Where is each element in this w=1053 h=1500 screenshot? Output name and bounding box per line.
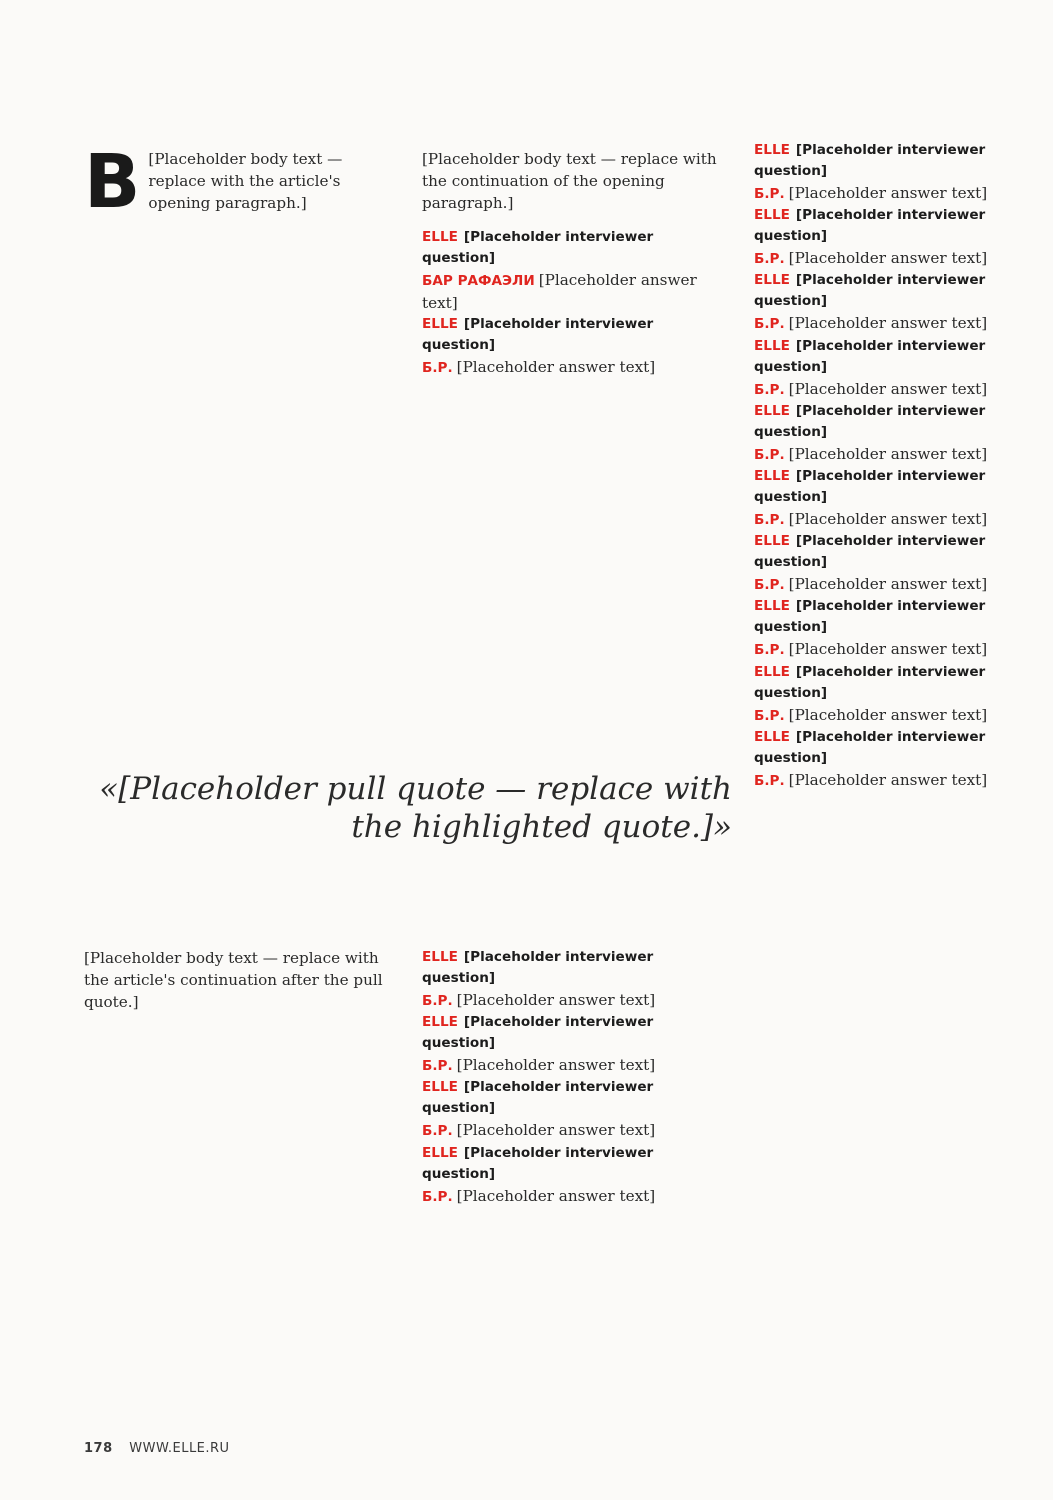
- question-text: [Placeholder interviewer question]: [754, 598, 986, 636]
- question-text: [Placeholder interviewer question]: [422, 1144, 654, 1182]
- answer-text: [Placeholder answer text]: [456, 1121, 656, 1140]
- interview-question: [754, 727, 1053, 769]
- elle-marker: ELLE: [754, 337, 790, 354]
- answer-text: [Placeholder answer text]: [788, 444, 988, 463]
- answer-text: [Placeholder answer text]: [788, 640, 988, 659]
- speaker-label: Б.Р.: [754, 707, 785, 724]
- speaker-label: БАР РАФАЭЛИ: [422, 272, 535, 289]
- elle-marker: ELLE: [422, 316, 458, 333]
- interview-answer: [422, 1119, 722, 1142]
- intro-column-1: [84, 148, 384, 760]
- lower-column-2: [422, 947, 722, 1427]
- drop-cap: В: [84, 148, 141, 225]
- speaker-label: Б.Р.: [754, 186, 785, 202]
- answer-text: [Placeholder answer text]: [788, 314, 988, 333]
- speaker-label: Б.Р.: [754, 316, 785, 333]
- interview-answer: [422, 356, 718, 379]
- interview-question: [754, 596, 1053, 638]
- interview-question: [754, 401, 1053, 443]
- answer-text: [Placeholder answer text]: [456, 358, 656, 377]
- interview-question: [422, 1143, 722, 1185]
- question-text: [Placeholder interviewer question]: [754, 533, 986, 571]
- elle-marker: ELLE: [754, 402, 790, 419]
- qa-list-col2-top: [422, 227, 718, 380]
- question-text: [Placeholder interviewer question]: [754, 402, 986, 440]
- speaker-label: Б.Р.: [754, 772, 785, 789]
- interview-answer: [754, 247, 1053, 270]
- interview-question: [754, 662, 1053, 704]
- interview-answer: [754, 182, 1053, 205]
- right-column: [754, 140, 1053, 1440]
- interview-question: [754, 336, 1053, 378]
- answer-text: [Placeholder answer text]: [456, 1056, 656, 1075]
- speaker-label: Б.Р.: [754, 251, 785, 268]
- elle-marker: ELLE: [754, 663, 790, 680]
- question-text: [Placeholder interviewer question]: [754, 272, 986, 310]
- question-text: [Placeholder interviewer question]: [422, 1079, 654, 1117]
- answer-text: [Placeholder answer text]: [788, 575, 988, 594]
- answer-text: [Placeholder answer text]: [788, 184, 988, 202]
- page-number: 178: [84, 1441, 113, 1456]
- interview-answer: [754, 508, 1053, 531]
- interview-question: [754, 205, 1053, 247]
- interview-answer: [754, 704, 1053, 727]
- elle-marker: ELLE: [422, 1079, 458, 1096]
- interview-question: [422, 1077, 722, 1119]
- elle-marker: ELLE: [422, 1144, 458, 1161]
- question-text: [Placeholder interviewer question]: [422, 316, 654, 354]
- interview-question: [422, 1012, 722, 1054]
- elle-marker: ELLE: [754, 533, 790, 550]
- answer-text: [Placeholder answer text]: [788, 770, 988, 789]
- speaker-label: Б.Р.: [422, 1058, 453, 1075]
- interview-answer: [422, 1185, 722, 1208]
- interview-question: [422, 227, 718, 269]
- question-text: [Placeholder interviewer question]: [754, 663, 986, 701]
- elle-marker: ELLE: [422, 1014, 458, 1031]
- interview-answer: [754, 378, 1053, 401]
- interview-answer: [422, 269, 718, 314]
- question-text: [Placeholder interviewer question]: [754, 468, 986, 506]
- intro-lead-paragraph: [Placeholder body text — replace with the article's opening paragraph.]: [148, 150, 343, 213]
- speaker-label: Б.Р.: [422, 993, 453, 1009]
- elle-marker: ELLE: [422, 949, 458, 965]
- answer-text: [Placeholder answer text]: [422, 270, 697, 312]
- interview-answer: [422, 1054, 722, 1077]
- speaker-label: Б.Р.: [422, 1188, 453, 1205]
- interview-question: [422, 947, 722, 989]
- interview-answer: [754, 573, 1053, 596]
- answer-text: [Placeholder answer text]: [788, 379, 988, 398]
- speaker-label: Б.Р.: [422, 360, 453, 377]
- speaker-label: Б.Р.: [754, 642, 785, 659]
- question-text: [Placeholder interviewer question]: [754, 337, 986, 375]
- qa-list-col3: [754, 140, 1053, 792]
- interview-question: [422, 314, 718, 356]
- elle-marker: ELLE: [754, 598, 790, 615]
- speaker-label: Б.Р.: [754, 577, 785, 594]
- speaker-label: Б.Р.: [754, 381, 785, 398]
- intro-col2-paragraph: [Placeholder body text — replace with the continuation of the opening paragraph.]: [422, 150, 717, 213]
- elle-marker: ELLE: [754, 207, 790, 224]
- interview-answer: [754, 312, 1053, 335]
- qa-list-col2-bottom: [422, 947, 722, 1208]
- lower-col1-paragraph: [Placeholder body text — replace with the article's continuation after the pull quote.]: [84, 949, 383, 1012]
- elle-marker: ELLE: [754, 142, 790, 158]
- answer-text: [Placeholder answer text]: [788, 249, 988, 268]
- question-text: [Placeholder interviewer question]: [754, 207, 986, 245]
- elle-marker: ELLE: [754, 468, 790, 485]
- interview-answer: [754, 443, 1053, 466]
- elle-marker: ELLE: [754, 728, 790, 745]
- page-footer: [84, 1441, 230, 1456]
- lower-column-1: [84, 947, 384, 1427]
- answer-text: [Placeholder answer text]: [788, 510, 988, 529]
- answer-text: [Placeholder answer text]: [456, 991, 656, 1009]
- interview-answer: [754, 638, 1053, 661]
- question-text: [Placeholder interviewer question]: [422, 1014, 654, 1052]
- interview-question: [754, 531, 1053, 573]
- answer-text: [Placeholder answer text]: [788, 705, 988, 724]
- question-text: [Placeholder interviewer question]: [754, 142, 986, 179]
- elle-marker: ELLE: [422, 228, 458, 245]
- question-text: [Placeholder interviewer question]: [754, 728, 986, 766]
- speaker-label: Б.Р.: [754, 512, 785, 529]
- speaker-label: Б.Р.: [754, 446, 785, 463]
- interview-question: [754, 140, 1053, 182]
- intro-column-2: [422, 148, 718, 760]
- site-url: WWW.ELLE.RU: [129, 1441, 230, 1456]
- interview-question: [754, 270, 1053, 312]
- interview-question: [754, 466, 1053, 508]
- interview-answer: [422, 989, 722, 1012]
- pull-quote: «[Placeholder pull quote — replace with the highlighted quote.]»: [99, 771, 732, 845]
- interview-answer: [754, 769, 1053, 792]
- answer-text: [Placeholder answer text]: [456, 1186, 656, 1205]
- question-text: [Placeholder interviewer question]: [422, 228, 654, 266]
- speaker-label: Б.Р.: [422, 1123, 453, 1140]
- question-text: [Placeholder interviewer question]: [422, 949, 654, 986]
- elle-marker: ELLE: [754, 272, 790, 289]
